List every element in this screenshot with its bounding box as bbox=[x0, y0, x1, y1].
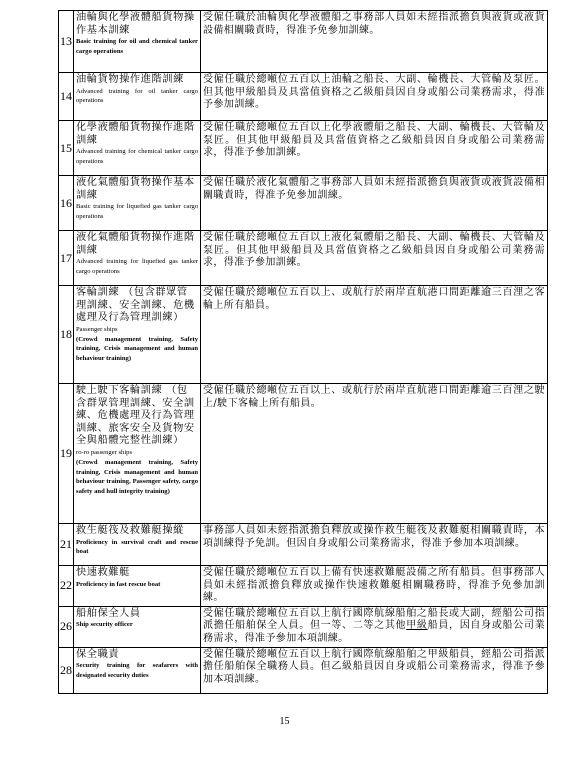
row-number: 17 bbox=[59, 231, 74, 286]
course-cell bbox=[74, 121, 201, 176]
course-title-en: ro-ro passenger ships bbox=[76, 448, 133, 456]
course-cell bbox=[74, 231, 201, 286]
row-number: 16 bbox=[59, 176, 74, 231]
course-title-zh: 油輪與化學液體船貨物操作基本訓練 bbox=[76, 12, 195, 36]
table-row bbox=[59, 566, 548, 607]
condition-cell: 受僱任職於總噸位五百以上、或航行於兩岸直航港口間距離逾三百浬之客輪上所有船員。 bbox=[201, 286, 548, 384]
condition-cell: 受僱任職於液化氣體船之事務部人員如未經指派擔負與液貨或液貨設備相關職責時，得准予免參加訓練。 bbox=[201, 176, 548, 231]
course-cell bbox=[74, 11, 201, 73]
row-number: 13 bbox=[59, 11, 74, 73]
course-cell bbox=[74, 384, 201, 524]
table-row bbox=[59, 11, 548, 73]
course-title-en: Passenger ships bbox=[76, 325, 118, 333]
page-number: 15 bbox=[279, 716, 290, 727]
row-number: 26 bbox=[59, 606, 74, 647]
table-row bbox=[59, 384, 548, 524]
table-row bbox=[59, 73, 548, 121]
course-title-zh: 液化氣體船貨物操作基本訓練 bbox=[76, 177, 195, 201]
course-title-en: Basic training for liquefied gas tanker cargo operations bbox=[76, 203, 198, 220]
table-row bbox=[59, 121, 548, 176]
course-title-zh: 客輪訓練 （包含群眾管理訓練、安全訓練、危機處理及行為管理訓練） bbox=[76, 287, 195, 324]
table-row bbox=[59, 231, 548, 286]
table-row bbox=[59, 176, 548, 231]
course-title-zh: 快速救難艇 bbox=[76, 567, 130, 578]
row-number: 21 bbox=[59, 524, 74, 566]
course-title-zh: 油輪貨物操作進階訓練 bbox=[76, 74, 184, 85]
course-cell bbox=[74, 647, 201, 693]
condition-text-part: 船員，因自身或船公司業務需求，得准予參加本項訓練。 bbox=[203, 620, 545, 644]
training-requirements-table bbox=[58, 10, 548, 694]
course-title-zh: 駛上駛下客輪訓練 （包含群眾管理訓練、安全訓練、危機處理及行為管理訓練、旅客安全及貨物安全與船體完整性訓練） bbox=[76, 385, 195, 447]
table-row bbox=[59, 606, 548, 647]
condition-cell: 事務部人員如未經指派擔負釋放或操作救生艇筏及救難艇相關職責時，本項訓練得予免訓。但因自身或船公司業務需求，得准予參加本項訓練。 bbox=[201, 524, 548, 566]
course-title-zh: 化學液體船貨物操作進階訓練 bbox=[76, 122, 195, 146]
condition-cell: 受僱任職於總噸位五百以上備有快速救難艇設備之所有船員。但事務部人員如未經指派擔負釋放或操作快速救難艇相關職務時，得准予免參加訓練。 bbox=[201, 566, 548, 607]
course-title-en: Proficiency in survival craft and rescue boat bbox=[76, 538, 198, 556]
course-title-zh: 液化氣體船貨物操作進階訓練 bbox=[76, 232, 195, 256]
table-row bbox=[59, 647, 548, 693]
condition-cell: 受僱任職於總噸位五百以上、或航行於兩岸直航港口間距離逾三百浬之駛上/駛下客輪上所有船員。 bbox=[201, 384, 548, 524]
table-row bbox=[59, 524, 548, 566]
course-title-en: Proficiency in fast rescue boat bbox=[76, 580, 161, 588]
condition-cell: 受僱任職於總噸位五百以上油輪之船長、大副、輪機長、大管輪及泵匠。但其他甲級船員及具當值資格之乙級船員因自身或船公司業務需求，得准予參加訓練。 bbox=[201, 73, 548, 121]
course-title-en: Advanced training for liquefied gas tanker cargo operations bbox=[76, 258, 198, 275]
row-number: 15 bbox=[59, 121, 74, 176]
condition-cell: 受僱任職於總噸位五百以上液化氣體船之船長、大副、輪機長、大管輪及泵匠。但其他甲級船員及具當值資格之乙級船員因自身或船公司業務需求，得准予參加訓練。 bbox=[201, 231, 548, 286]
row-number: 19 bbox=[59, 384, 74, 524]
condition-cell: 受僱任職於油輪與化學液體船之事務部人員如未經指派擔負與液貨或液貨設備相關職責時，得准予免參加訓練。 bbox=[201, 11, 548, 73]
course-cell bbox=[74, 286, 201, 384]
condition-text-underlined: 甲級 bbox=[406, 620, 428, 632]
course-cell bbox=[74, 176, 201, 231]
row-number: 22 bbox=[59, 566, 74, 607]
row-number: 18 bbox=[59, 286, 74, 384]
course-title-en: Basic training for oil and chemical tanker cargo operations bbox=[76, 38, 198, 55]
condition-text-part: 受僱任職於總噸位五百以上航行國際航線船舶之船長或大副，經船公司指派擔任船舶保全人員。但一等、二等之其他 bbox=[203, 607, 545, 632]
course-title-en: Advanced training for chemical tanker cargo operations bbox=[76, 148, 198, 165]
course-cell bbox=[74, 566, 201, 607]
course-cell bbox=[74, 524, 201, 566]
course-title-zh: 救生艇筏及救難艇操縱 bbox=[76, 525, 184, 536]
table-row bbox=[59, 286, 548, 384]
condition-cell: 受僱任職於總噸位五百以上航行國際航線船舶之甲級船員，經船公司指派擔任船舶保全職務人員。但乙級船員因自身或船公司業務需求，得准予參加本項訓練。 bbox=[201, 647, 548, 693]
course-title-en: Security training for seafarers with designated security duties bbox=[76, 662, 198, 679]
row-number: 14 bbox=[59, 73, 74, 121]
condition-cell: 受僱任職於總噸位五百以上化學液體船之船長、大副、輪機長、大管輪及泵匠。但其他甲級船員及具當值資格之乙級船員因自身或船公司業務需求，得准予參加訓練。 bbox=[201, 121, 548, 176]
course-cell bbox=[74, 606, 201, 647]
course-subtitle-en: (Crowd management training, Safety training, Crisis management and human behaviour training) bbox=[76, 335, 198, 363]
row-number: 28 bbox=[59, 647, 74, 693]
course-title-zh: 船舶保全人員 bbox=[76, 607, 141, 619]
condition-cell bbox=[201, 606, 548, 647]
course-cell bbox=[74, 73, 201, 121]
course-title-en: Advanced training for oil tanker cargo operations bbox=[76, 87, 198, 105]
course-title-en: Ship security officer bbox=[76, 621, 133, 629]
course-subtitle-en: (Crowd management training, Safety training, Crisis management and human behaviour training, Passenger safety, cargo safety and hull integrity training) bbox=[76, 458, 198, 496]
course-title-zh: 保全職責 bbox=[76, 648, 120, 660]
